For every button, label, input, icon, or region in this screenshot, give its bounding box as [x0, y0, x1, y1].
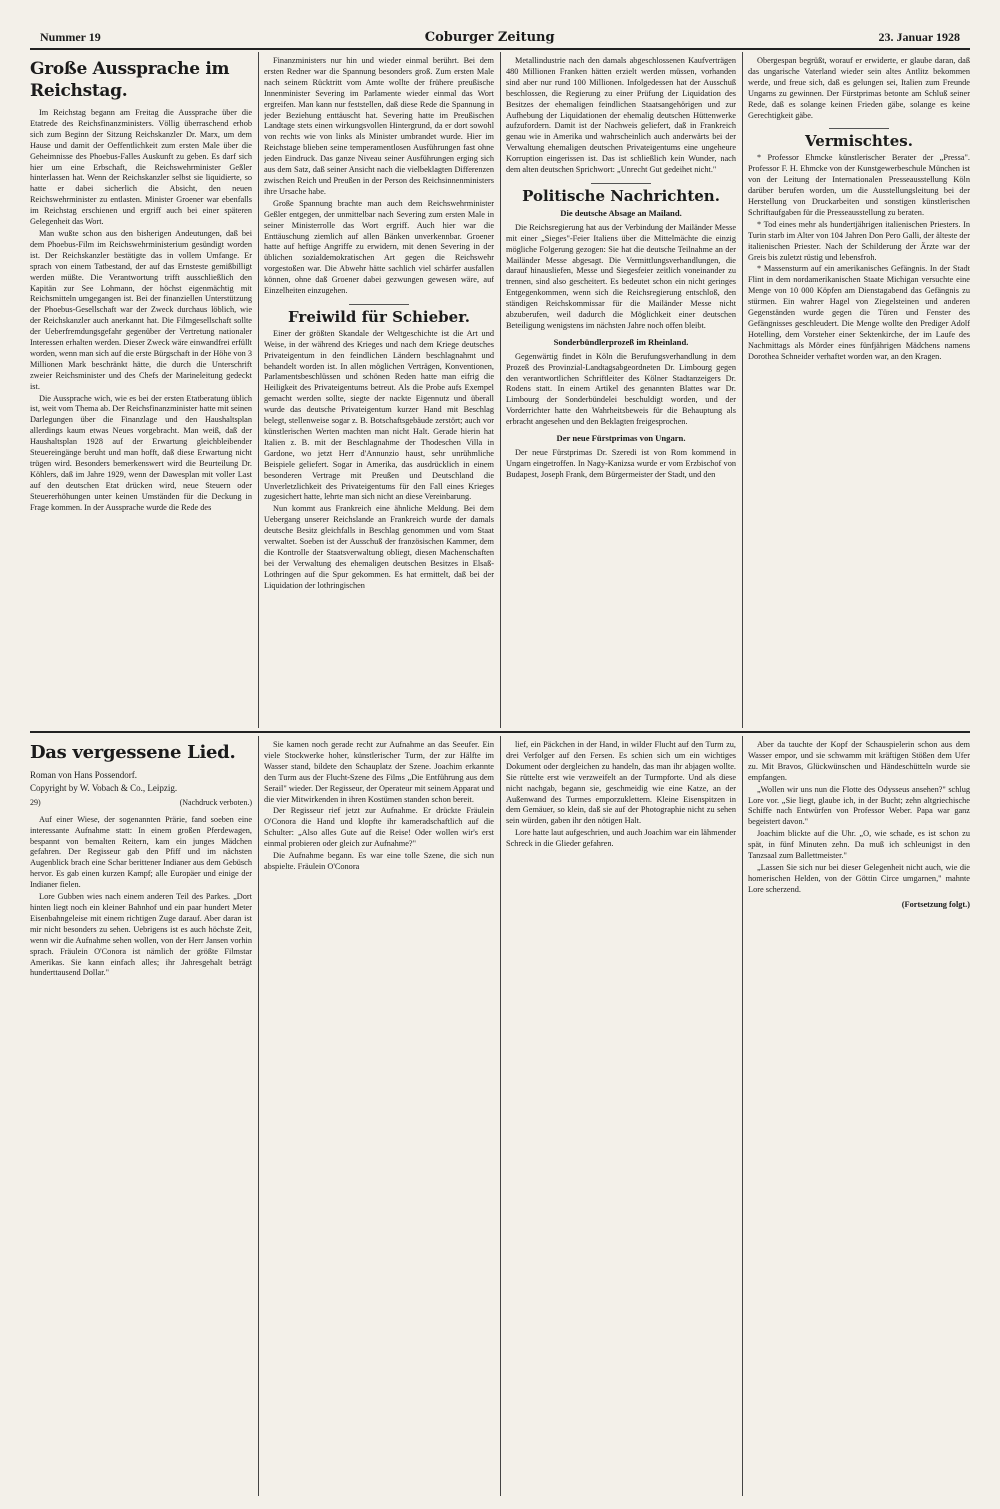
reprint-note: (Nachdruck verboten.) — [179, 797, 252, 807]
masthead — [40, 28, 960, 46]
novel-column-three — [506, 740, 736, 1495]
novel-paragraph: Joachim blickte auf die Uhr. „O, wie schade, es ist schon zu spät, in fünf Minuten zehn. Da muß ich schleunigst in den Tanzsaal zum Ballettmeister." — [748, 829, 970, 861]
column-three — [506, 56, 736, 728]
reichstag-paragraph: Im Reichstag begann am Freitag die Aussprache über die Etatrede des Reichsfinanzministers. Völlig überraschend erhob sich zum Beginn der Sitzung Reichskanzler Dr. Marx, um dem Hause und damit der Oeffentlichkeit zum ersten Male über die Geheimnisse des Phoebus-Falles Auskunft zu geben. Es darf sich hier um eine Erbschaft, die Reichswehrminister Geßler hinterlassen hat. Wenn der Reichskanzler selbst sie liquidierte, so hatte er dabei sicherlich die Absicht, den neuen Reichswehrminister zu entlasten. Minister Groener war ebenfalls im Reichstag erschienen und ergriff auch bei einer späteren Gelegenheit das Wort. — [30, 108, 252, 227]
column-divider — [258, 52, 259, 728]
novel-paragraph: lief, ein Päckchen in der Hand, in wilder Flucht auf den Turm zu, drei Verfolger auf den Fersen. Es schien sich um ein wichtiges Dokument oder dergleichen zu handeln, das man ihr abjagen wollte. Sie rüttelte erst wie verzweifelt an der Turmpforte. Und als diese nicht nachgab, begann sie, geschmeidig wie eine Katze, an der Außenwand des Turmes emporzuklettern. Kleine Eisenspitzen in dem Gemäuer, so klein, daß sie auf der Photographie nicht zu sehen sein würden, gaben ihr den nötigen Halt. — [506, 740, 736, 826]
novel-byline: Roman von Hans Possendorf. — [30, 770, 137, 780]
novel-column-four — [748, 740, 970, 1495]
issue-number: Nummer 19 — [40, 29, 101, 44]
novel-paragraph: Lore hatte laut aufgeschrien, und auch Joachim war ein lähmender Schreck in die Glieder gefahren. — [506, 828, 736, 849]
chapter-number: 29) — [30, 797, 41, 807]
column-divider — [742, 736, 743, 1496]
novel-paragraph: „Lassen Sie sich nur bei dieser Gelegenheit nicht auch, wie die homerischen Helden, von der Göttin Circe umgarnen," mahnte Lore scherzend. — [748, 862, 970, 894]
reichstag-paragraph: Man wußte schon aus den bisherigen Andeutungen, daß bei dem Phoebus-Film im Reichswehrministerium gesündigt worden ist. Der Reichskanzler bestätigte das in vollem Umfange. Er sprach von einem Tatbestand, der auf das Ernsteste gemißbilligt werden müßte. Die Verantwortung trifft ausschließlich den Kapitän zur See Lohmann, der höchst eigenmächtig mit Reichsmitteln umgegangen ist. Bei der finanziellen Unterstützung der Phoebus-Gesellschaft war der Zweck durchaus löblich, wie der Reichskanzler auch anerkannt hat. Die Filmgesellschaft sollte der Ueberfremdungsgefahr gegenüber der Vertretung nationaler Interessen erhalten werden. Dieser Zweck wäre einwandfrei erfüllt worden, wenn man sich auf die erste Bürgschaft in der Höhe von 3 Millionen Mark beschränkt hätte, die durch die Unterschrift zweier Reichsminister und des Chefs der Marineleitung gedeckt ist. — [30, 228, 252, 391]
novel-column-one — [30, 740, 252, 1495]
article-paragraph: Große Spannung brachte man auch dem Reichswehrminister Geßler entgegen, der unmittelbar nach Severing zum ersten Male in seiner Ministerrolle das Wort ergriff. Auch hier war die Enttäuschung ziemlich auf allen Bänken unverkennbar. Groener hatte auf heftige Angriffe zu erwidern, mit denen Severing in der üblichen sozialdemokratischen Art gegen die Reichswehr vorgestoßen war. Die Abwehr hätte sachlich viel schärfer ausfallen können, ohne daß Groener dabei gezwungen gewesen wäre, auf Einzelheiten einzugehen. — [264, 198, 494, 296]
column-four — [748, 56, 970, 728]
newspaper-title: Coburger Zeitung — [424, 29, 555, 45]
separator — [591, 183, 651, 184]
news-item: * Massensturm auf ein amerikanisches Gefängnis. In der Stadt Flint in dem nordamerikanischen Staate Michigan versuchte eine Menge von 10 000 Köpfen am Dienstagabend das Gefängnis zu stürmen. Ein wahrer Hagel von Ziegelsteinen und anderen Gegenständen wurde gegen die Türen und Fenster des Gefängnisses geschleudert. Die Menge wollte den Prediger Adolf Hotelling, dem Vorsteher einer Sektenkirche, der im Laufe des Nachmittags als Mörder eines fünfjährigen Mädchens namens Dorothea Schneider verhaftet worden war, an den Kragen. — [748, 264, 970, 361]
schieber-headline: Freiwild für Schieber. — [288, 307, 470, 326]
novel-title: Das vergessene Lied. — [30, 742, 236, 763]
column-divider — [742, 52, 743, 728]
column-divider — [500, 736, 501, 1496]
novel-column-two — [264, 740, 494, 1495]
subheading: Sonderbündlerprozeß im Rheinland. — [553, 336, 689, 347]
reichstag-article — [30, 56, 252, 728]
subheading: Die deutsche Absage an Mailand. — [560, 207, 682, 218]
article-paragraph: Finanzministers nur hin und wieder einmal berührt. Bei dem ersten Redner war die Spannung besonders groß. Zum ersten Male nach seinem Rücktritt vom Amte wollte der frühere preußische Innenminister Severing im Parlamente wieder einmal das Wort ergreifen. Man kann nur feststellen, daß diese Rede die Spannung in jeder Beziehung enttäuscht hat. Severing hatte im Preußischen Landtage stets einen wirkungsvollen Hintergrund, da er dort sowohl von rechts wie von links als Minister umbrandet wurde. Hier im Reichstage blieben seine temperamentlosen Ausführungen fast ohne jeden Eindruck. Das ganze Niveau seiner Ausführungen erging sich aus dem Satz, daß seiner Ansicht nach die vielbeklagten Differenzen zwischen Reich und Preußen in der Person des Reichsinnenministers ihre Ursache habe. — [264, 56, 494, 196]
continued-note: (Fortsetzung folgt.) — [901, 899, 970, 909]
column-two — [264, 56, 494, 728]
reichstag-paragraph: Die Aussprache wich, wie es bei der ersten Etatberatung üblich ist, weit vom Thema ab. Der Reichsfinanzminister hatte mit seinen Darlegungen über die Finanzlage und den Haushaltsplan allerdings kaum etwas Neues vorgebracht. Man weiß, daß der Haushaltsplan 1928 auf der Erwartung gleichbleibender Steuereingänge beruht und man hofft, daß diese Erwartung nicht trügen wird. Besonders bemerkenswert wird die Beurteilung Dr. Köhlers, daß im Jahre 1929, wenn der Dawesplan mit voller Last auf den deutschen Etat drücken wird, neue Steuern oder Steuererhöhungen unter keinen Umständen für die Deckung in Frage kommen. In der Aussprache wurde die Rede des — [30, 393, 252, 512]
novel-paragraph: Auf einer Wiese, der sogenannten Prärie, fand soeben eine interessante Aufnahme statt: In einem großen Pferdewagen, bespannt von bemalten Reitern, kam ein junges Mädchen gefahren. Der Regisseur gab den Pfiff und im nächsten Augenblick brach eine Schar berittener Indianer aus dem Gebüsch hervor. Es gab einen kurzen Kampf; alle Europäer und einige der Indianer fielen. — [30, 814, 252, 890]
column-divider — [258, 736, 259, 1496]
article-paragraph: Obergespan begrüßt, worauf er erwiderte, er glaube daran, daß das ungarische Vaterland wieder sein altes Antlitz bekommen werde, und freue sich, daß es gelungen sei, Italien zum Freunde Ungarns zu gewinnen. Der Fürstprimas betonte am Schluß seiner Rede, daß es solange keinen Frieden gäbe, solange es keine Gerechtigkeit gäbe. — [748, 56, 970, 120]
reichstag-headline: Große Aussprache im Reichstag. — [30, 59, 230, 101]
news-item: * Tod eines mehr als hundertjährigen italienischen Priesters. In Turin starb im Alter von 104 Jahren Don Pero Galli, der älteste der italienischen Priester. Nach der Schilderung der Ärzte war der Greis bis zuletzt rüstig und lebensfroh. — [748, 219, 970, 262]
novel-paragraph: Der Regisseur rief jetzt zur Aufnahme. Er drückte Fräulein O'Conora die Hand und klopfte ihr kameradschaftlich auf die Schulter: „Also alles Gute auf die Reise! Oder wollen wir's erst einmal probieren oder gleich zur Aufnahme?" — [264, 806, 494, 849]
novel-paragraph: Die Aufnahme begann. Es war eine tolle Szene, die sich nun abspielte. Fräulein O'Conora — [264, 851, 494, 871]
column-divider — [500, 52, 501, 728]
issue-date: 23. Januar 1928 — [878, 29, 960, 44]
masthead-rule — [30, 48, 970, 50]
vermischtes-headline: Vermischtes. — [805, 132, 913, 151]
politics-headline: Politische Nachrichten. — [522, 186, 720, 205]
subheading: Der neue Fürstprimas von Ungarn. — [556, 433, 686, 444]
article-paragraph: Der neue Fürstprimas Dr. Szeredi ist von Rom kommend in Ungarn eingetroffen. In Nagy-Kanizsa wurde er vom Erzbischof von Budapest, Joseph Frank, dem Bürgermeister der Stadt, und den — [506, 448, 736, 479]
news-item: * Professor Ehmcke künstlerischer Berater der „Pressa". Professor F. H. Ehmcke von der Kunstgewerbeschule München ist von der Leitung der Internationalen Presseausstellung Köln darüber berufen worden, um die Ausstellungsleitung bei der Herstellung von Druckarbeiten und sonstigen künstlerischen Schriftaufgaben für die Presseausstellung zu beraten. — [748, 153, 970, 217]
article-paragraph: Gegenwärtig findet in Köln die Berufungsverhandlung in dem Prozeß des Provinzial-Landtagsabgeordneten Dr. Limbourg gegen den verantwortlichen Schriftleiter des Kölner Stadtanzeigers Dr. Rodens statt. In einem Artikel des genannten Blattes war Dr. Limbourg der Sonderbündelei beschuldigt worden, und der Vorderrichter hatte den Wahrheitsbeweis für die Behauptung als erbracht angesehen und den Beklagten freigesprochen. — [506, 351, 736, 427]
novel-paragraph: „Wollen wir uns nun die Flotte des Odysseus ansehen?" schlug Lore vor. „Sie liegt, glaube ich, in der Bucht; zehn altgriechische Schiffe nach Entwürfen von Professor Weber. Papa war ganz begeistert davon." — [748, 784, 970, 827]
novel-paragraph: Sie kamen noch gerade recht zur Aufnahme an das Seeufer. Ein viele Stockwerke hoher, künstlerischer Turm, der zur Hälfte im Wasser stand, bildete den Schauplatz der Szene. Joachim erkannte den Turm aus der Flucht-Szene des Films „Die Entführung aus dem Serail" wieder. Der Regisseur, der Operateur mit seinem Apparat und die vier Mitwirkenden in ihren Kostümen standen schon bereit. — [264, 740, 494, 804]
novel-paragraph: Lore Gubben wies nach einem anderen Teil des Parkes. „Dort hinten liegt noch ein kleiner Bahnhof und ein paar hundert Meter Eisenbahngeleise mit einem richtigen Zuge darauf. Aber daran ist mir nicht besonders zu sehen. Uebrigens ist es auch höchste Zeit, wenn wir die Aufnahme sehen wollen, von der Herr Jansen vorhin sprach. Fräulein O'Conora ist nämlich der größte Filmstar Amerikas. Sie kann einfach alles; ihr Jahresgehalt beträgt hunderttausend Dollar." — [30, 892, 252, 978]
section-rule — [30, 731, 970, 733]
article-paragraph: Die Reichsregierung hat aus der Verbindung der Mailänder Messe mit einer „Sieges"-Feier Italiens über die Mittelmächte die einzig mögliche Folgerung gezogen: Sie hat die deutsche Teilnahme an der Mailänder Messe abgesagt. Die Vermittlungsverhandlungen, die darauf hinausliefen, Messe und Siegesfeier zeitlich voneinander zu trennen, sind also gescheitert. Es bedeutet schon ein nicht geringes Entgegenkommen, wenn sich die Reichsregierung entschloß, den ständigen Reichskommissar für die Mailänder Messe nicht abzuberufen, weil dadurch die Möglichkeit einer deutschen Beteiligung wenigstens im nächsten Jahre noch offen bleibt. — [506, 222, 736, 330]
article-paragraph: Einer der größten Skandale der Weltgeschichte ist die Art und Weise, in der während des Krieges und nach dem Kriege deutsches Privateigentum in den feindlichen Ländern beschlagnahmt und behandelt worden ist. In allen möglichen Verträgen, Konventionen, Parlamentsbeschlüssen und schönen Reden hatte man eifrig die Heiligkeit des Privateigentums betreut. Als die Probe aufs Exempel gemacht werden sollte, siegte der nackte Eigennutz und überall wurde das deutsche Privateigentum kurzer Hand mit Beschlag belegt, stellenweise sogar z. B. Botschaftsgebäude zerstört; auch vor künstlerischen Werten machten man nicht Halt. Gerade hierin hat Italien z. B. mit der Beschlagnahme der Thodeschen Villa in Gardone, wo jetzt Herr d'Annunzio haust, sehr unrühmliche Beispiele geliefert. Sogar in Amerika, das ausdrücklich in einem besonderen Vertrage mit Preußen und Deutschland die Unverletzlichkeit des Privateigentums für den Fall eines Krieges zugesichert hatte, lehrte man sich nicht an diese Vereinbarung. — [264, 328, 494, 502]
separator — [829, 128, 889, 129]
novel-copyright: Copyright by W. Vobach & Co., Leipzig. — [30, 782, 178, 793]
novel-paragraph: Aber da tauchte der Kopf der Schauspielerin schon aus dem Wasser empor, und sie schwamm mit kräftigen Stößen dem Ufer zu. Mit Bravos, Glückwünschen und Händeschütteln wurde sie empfangen. — [748, 740, 970, 782]
article-paragraph: Metallindustrie nach den damals abgeschlossenen Kaufverträgen 480 Millionen Franken hätten erzielt werden müssen, vorhanden sind aber nur rund 100 Millionen. Infolgedessen hat der Ausschuß beschlossen, die Regierung zu einer Prüfung der Liquidation des Besitzes der ehemaligen feindlichen Staatsangehörigen und zur Aufhebung der Liquidationen der ehemalig deutschen Hüttenwerke aufzufordern. Damit ist der Nachweis geliefert, daß in Frankreich genau wie in Amerika und wahrscheinlich auch anderwärts bei der Verwaltung ehemaligen deutschen Privateigentums eine ungeheure Korruption eingerissen ist. Das ist schließlich kein Wunder, nach dem alten deutschen Sprichwort: „Unrecht Gut gedeihet nicht." — [506, 56, 736, 175]
separator — [349, 304, 409, 305]
article-paragraph: Nun kommt aus Frankreich eine ähnliche Meldung. Bei dem Uebergang unserer Reichslande an Frankreich wurde der damals deutsche Besitz gleichfalls in Beschlag genommen und vom Staat verwaltet. Soeben ist der Ausschuß der französischen Kammer, dem die Kontrolle der Staatsverwaltung obliegt, diesen Machenschaften bei der Verwaltung des ehemaligen deutschen Besitzes in Elsaß-Lothringen auf die Spur gekommen. Es hat ermittelt, daß bei der Liquidation der lothringischen — [264, 504, 494, 590]
